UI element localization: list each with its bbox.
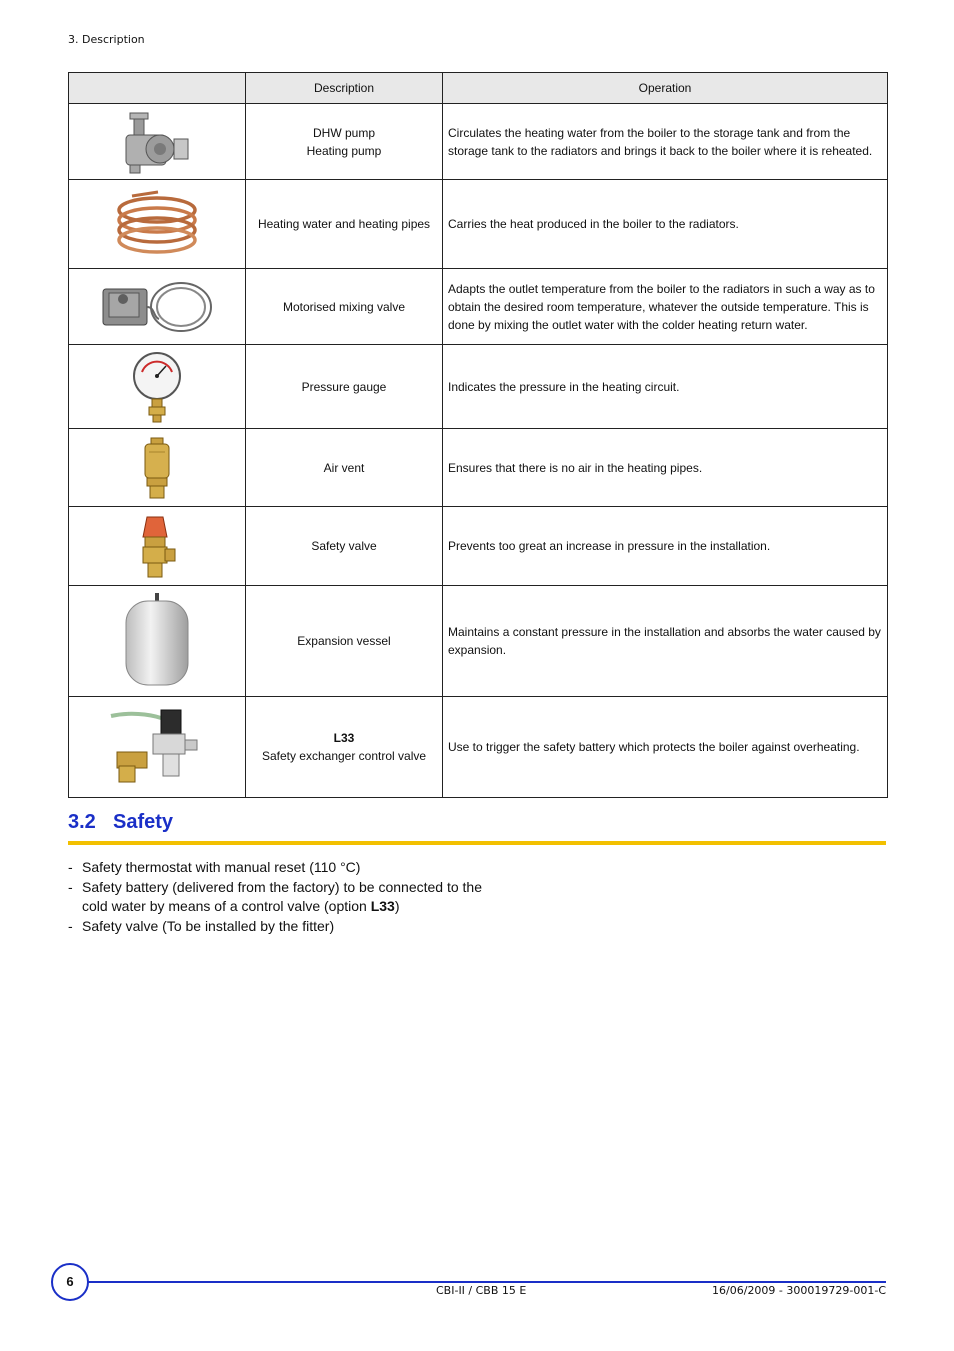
description-line: Motorised mixing valve	[282, 299, 406, 314]
section-heading	[68, 811, 886, 845]
table-header-image	[69, 73, 246, 104]
section-number: 3.2	[68, 811, 96, 833]
pressure-gauge-icon	[130, 350, 184, 424]
description-line: Pressure gauge	[301, 379, 387, 394]
description-line: Heating water and heating pipes	[257, 217, 431, 231]
table-row	[69, 507, 888, 586]
mixing-valve-icon	[99, 277, 215, 337]
operation-text: Indicates the pressure in the heating circuit.	[443, 345, 888, 429]
control-valve-icon	[109, 706, 205, 788]
footer-doc-ref: 16/06/2009 - 300019729-001-C	[712, 1284, 886, 1297]
table-row	[69, 180, 888, 269]
section-header-label: 3. Description	[68, 33, 145, 46]
safety-list	[68, 858, 482, 936]
operation-text: Ensures that there is no air in the heating pipes.	[443, 429, 888, 507]
section-title: Safety	[113, 811, 174, 833]
list-item-text: Safety battery (delivered from the factory) to be connected to the cold water by means of a control valve (option	[82, 878, 482, 914]
description-line: Safety exchanger control valve	[261, 749, 427, 763]
safety-valve-icon	[137, 513, 177, 579]
operation-text: Use to trigger the safety battery which protects the boiler against overheating.	[443, 697, 888, 798]
table-header-row	[69, 73, 888, 104]
expansion-vessel-icon	[122, 591, 192, 691]
operation-text: Circulates the heating water from the boiler to the storage tank and from the storage tank to the radiators and brings it back to the boiler where it is reheated.	[443, 104, 888, 180]
list-item: - Safety thermostat with manual reset (110 °C)	[68, 858, 482, 878]
option-code: L33	[370, 898, 395, 914]
description-line: Heating pump	[306, 143, 382, 158]
pump-icon	[122, 109, 192, 175]
table-header-description: Description	[246, 73, 443, 104]
table-header-operation: Operation	[443, 73, 888, 104]
list-item	[68, 878, 482, 917]
table-row	[69, 586, 888, 697]
description-line: Expansion vessel	[297, 634, 391, 648]
operation-text: Carries the heat produced in the boiler to the radiators.	[443, 180, 888, 269]
table-row	[69, 429, 888, 507]
table-row	[69, 697, 888, 798]
table-row	[69, 345, 888, 429]
list-item: - Safety valve (To be installed by the fitter)	[68, 917, 482, 937]
footer-model: CBI-II / CBB 15 E	[436, 1284, 527, 1297]
list-item-text: )	[394, 898, 400, 914]
air-vent-icon	[137, 436, 177, 500]
table-row	[69, 104, 888, 180]
components-table	[68, 72, 888, 798]
operation-text: Maintains a constant pressure in the installation and absorbs the water caused by expansion.	[443, 586, 888, 697]
copper-pipe-coil-icon	[112, 188, 202, 260]
option-code: L33	[333, 731, 355, 745]
footer-rule	[86, 1281, 886, 1283]
table-row	[69, 269, 888, 345]
description-line: DHW pump	[312, 125, 375, 140]
operation-text: Adapts the outlet temperature from the boiler to the radiators in such a way as to obtain the desired room temperature, whatever the outside temperature. This is done by mixing the outlet water with the colder heating return water.	[443, 269, 888, 345]
description-line: Air vent	[323, 460, 365, 475]
operation-text: Prevents too great an increase in pressure in the installation.	[443, 507, 888, 586]
description-line: Safety valve	[311, 539, 377, 553]
page-number: 6	[51, 1263, 89, 1301]
